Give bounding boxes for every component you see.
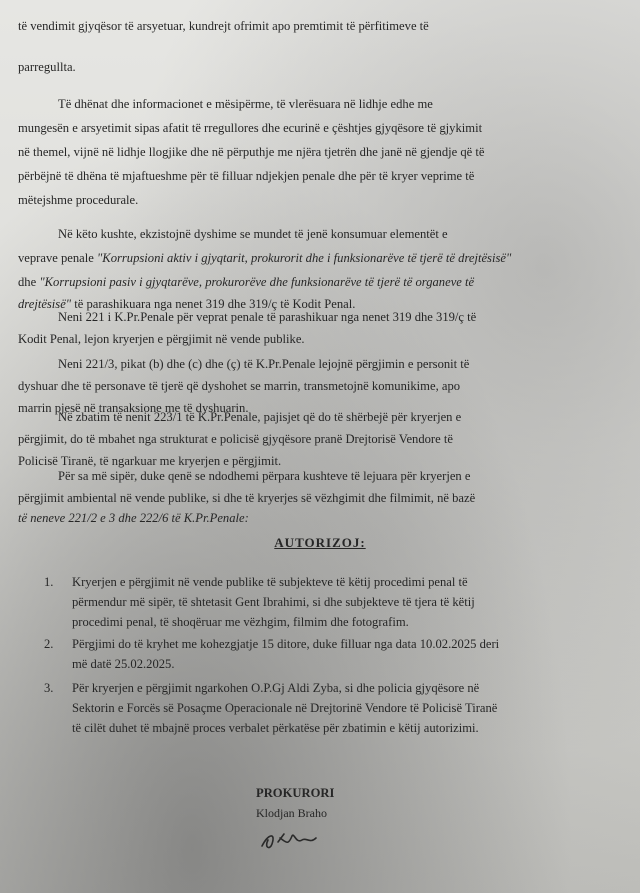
list-number-1: 1. xyxy=(44,575,54,589)
list-item-2-line1: Përgjimi do të kryhet me kohezgjatje 15 ditore, duke filluar nga data 10.02.2025 deri xyxy=(72,637,500,651)
signature-block xyxy=(256,783,396,823)
para1-line2: mungesën e arsyetimit sipas afatit të rregullores dhe ecurinë e çështjes gjyqësore të gjykimit xyxy=(18,121,483,135)
list-item-3-line3: të cilët duhet të mbajnë proces verbalet përkatëse për zbatimin e këtij autorizimi. xyxy=(72,721,479,735)
list-item-3-text xyxy=(72,678,622,738)
para1-line1: Të dhënat dhe informacionet e mësipërme, të vlerësuara në lidhje edhe me xyxy=(58,97,433,111)
para2-line3-plain: dhe xyxy=(18,275,40,289)
signature-title: PROKURORI xyxy=(256,786,335,800)
para0-line1: të vendimit gjyqësor të arsyetuar, kundrejt ofrimit apo premtimit të përfitimeve të xyxy=(18,19,429,33)
list-item-1-line2: përmendur më sipër, të shtetasit Gent Ibrahimi, si dhe subjekteve të tjera të këtij xyxy=(72,595,475,609)
para4-line2: dyshuar dhe të personave të tjerë që dyshohet se marrin, transmetojnë komunikime, apo xyxy=(18,379,461,393)
para2-line2-plain: veprave penale xyxy=(18,251,98,265)
para2-line3 xyxy=(18,272,474,292)
para1-line5: mëtejshme procedurale. xyxy=(18,193,139,207)
authorization-heading: AUTORIZOJ: xyxy=(274,535,366,550)
list-number-2: 2. xyxy=(44,637,54,651)
list-item-1-line1: Kryerjen e përgjimit në vende publike të subjekteve të këtij procedimi penal të xyxy=(72,575,468,589)
signature-name: Klodjan Braho xyxy=(256,806,327,820)
para5-line1: Në zbatim të nenit 223/1 të K.Pr.Penale, pajisjet që do të shërbejë për kryerjen e xyxy=(58,410,462,424)
para2-line3-italic: "Korrupsioni pasiv i gjyqtarëve, prokurorëve dhe funksionarëve të tjerë të organeve të xyxy=(39,275,475,289)
para6-line1: Për sa më sipër, duke qenë se ndodhemi përpara kushteve të lejuara për kryerjen e xyxy=(58,469,471,483)
para2-line2 xyxy=(18,248,511,268)
para2-line1: Në këto kushte, ekzistojnë dyshime se mundet të jenë konsumuar elementët e xyxy=(58,227,448,241)
para3-line1: Neni 221 i K.Pr.Penale për veprat penale të parashikuar nga nenet 319 dhe 319/ç të xyxy=(58,310,477,324)
para2-line4-italic: drejtësisë" xyxy=(18,297,72,311)
para2-line4-plain: të parashikuara nga nenet 319 dhe 319/ç të Kodit Penal. xyxy=(71,297,356,311)
para0-line2: parregullta. xyxy=(18,60,76,74)
list-item-3-line2: Sektorin e Forcës së Posaçme Operacionale në Drejtorinë Vendore të Policisë Tiranë xyxy=(72,701,498,715)
list-item-2-text xyxy=(72,634,622,674)
para4-line3: marrin pjesë në transaksione me të dyshuarin. xyxy=(18,401,249,415)
para4-line1: Neni 221/3, pikat (b) dhe (c) dhe (ç) të K.Pr.Penale lejojnë përgjimin e personit të xyxy=(58,357,470,371)
list-number-3: 3. xyxy=(44,681,54,695)
para1-line4: përbëjnë të dhëna të mjaftueshme për të filluar ndjekjen penale dhe për të kryer veprime të xyxy=(18,169,475,183)
para1-line3: në themel, vijnë në lidhje llogjike dhe në përputhje me njëra tjetrën dhe janë në gjendje që të xyxy=(18,145,485,159)
para2-line2-italic: "Korrupsioni aktiv i gjyqtarit, prokurorit dhe i funksionarëve të tjerë të drejtësisë" xyxy=(97,251,512,265)
list-item-3-line1: Për kryerjen e përgjimit ngarkohen O.P.Gj Aldi Zyba, si dhe policia gjyqësore në xyxy=(72,681,480,695)
para5-line2: përgjimit, do të mbahet nga strukturat e policisë gjyqësore pranë Drejtorisë Vendore të xyxy=(18,432,453,446)
list-item-2-line2: më datë 25.02.2025. xyxy=(72,657,175,671)
para5-line3: Policisë Tiranë, të ngarkuar me kryerjen e përgjimit. xyxy=(18,454,282,468)
list-item-1-text xyxy=(72,572,622,632)
para6-line3: të neneve 221/2 e 3 dhe 222/6 të K.Pr.Penale: xyxy=(18,511,249,525)
para3-line2: Kodit Penal, lejon kryerjen e përgjimit në vende publike. xyxy=(18,332,305,346)
list-item-1-line3: procedimi penal, të shoqëruar me vëzhgim, filmim dhe fotografim. xyxy=(72,615,409,629)
para6-line2: përgjimit ambiental në vende publike, si dhe të kryerjes së vëzhgimit dhe filmimit, në bazë xyxy=(18,491,476,505)
handwritten-signature-icon xyxy=(258,828,328,854)
